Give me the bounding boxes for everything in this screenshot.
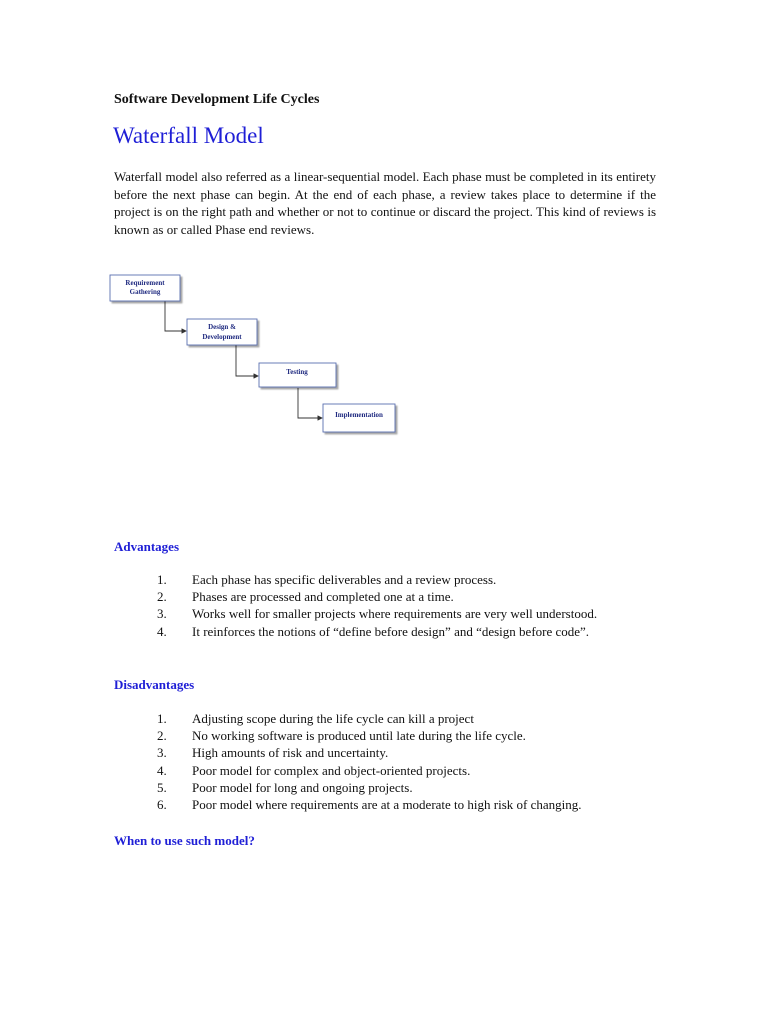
step-requirement-gathering — [110, 275, 180, 301]
step-3-line-1: Testing — [286, 368, 308, 376]
disadvantages-heading: Disadvantages — [114, 677, 195, 692]
step-1-line-2: Gathering — [129, 288, 161, 296]
step-design-development — [187, 319, 257, 345]
step-4-line-1: Implementation — [335, 411, 383, 419]
list-item: 1. Each phase has specific deliverables and a review process. — [157, 572, 497, 587]
waterfall-diagram — [108, 270, 408, 445]
step-1-line-1: Requirement — [125, 279, 165, 287]
list-item: 3. High amounts of risk and uncertainty. — [157, 745, 389, 761]
list-item: 2. No working software is produced until late during the life cycle. — [157, 728, 526, 744]
step-implementation — [323, 404, 395, 432]
list-item: 5. Poor model for long and ongoing projects. — [157, 779, 413, 795]
step-testing — [259, 363, 336, 387]
list-item: 4. It reinforces the notions of “define before design” and “design before code”. — [157, 623, 590, 639]
step-2-line-1: Design & — [208, 323, 236, 331]
intro-paragraph: Waterfall model also referred as a linear-sequential model. Each phase must be completed in its entirety before the next phase can begin. At the end of each phase, a review takes place to determine if the project is on the right path and whether or not to continue or discard the project. This kind of reviews is known as or called Phase end reviews. — [114, 169, 656, 237]
when-to-use-heading: When to use such model? — [114, 833, 255, 848]
list-item: 1. Adjusting scope during the life cycle can kill a project — [157, 711, 474, 726]
list-item: 4. Poor model for complex and object-oriented projects. — [157, 762, 471, 778]
connector-2 — [236, 345, 258, 376]
disadvantages-list — [114, 710, 656, 813]
connector-3 — [298, 388, 322, 418]
connector-1 — [165, 301, 186, 331]
advantages-list — [114, 571, 656, 640]
advantages-heading: Advantages — [114, 539, 180, 554]
document-title: Software Development Life Cycles — [114, 92, 320, 107]
main-heading: Waterfall Model — [113, 123, 264, 148]
list-item: 3. Works well for smaller projects where requirements are very well understood. — [157, 606, 598, 622]
waterfall-diagram-svg — [108, 270, 408, 440]
list-item: 2. Phases are processed and completed one at a time. — [157, 589, 454, 605]
step-2-line-2: Development — [202, 333, 242, 341]
list-item: 6. Poor model where requirements are at a moderate to high risk of changing. — [157, 797, 582, 813]
